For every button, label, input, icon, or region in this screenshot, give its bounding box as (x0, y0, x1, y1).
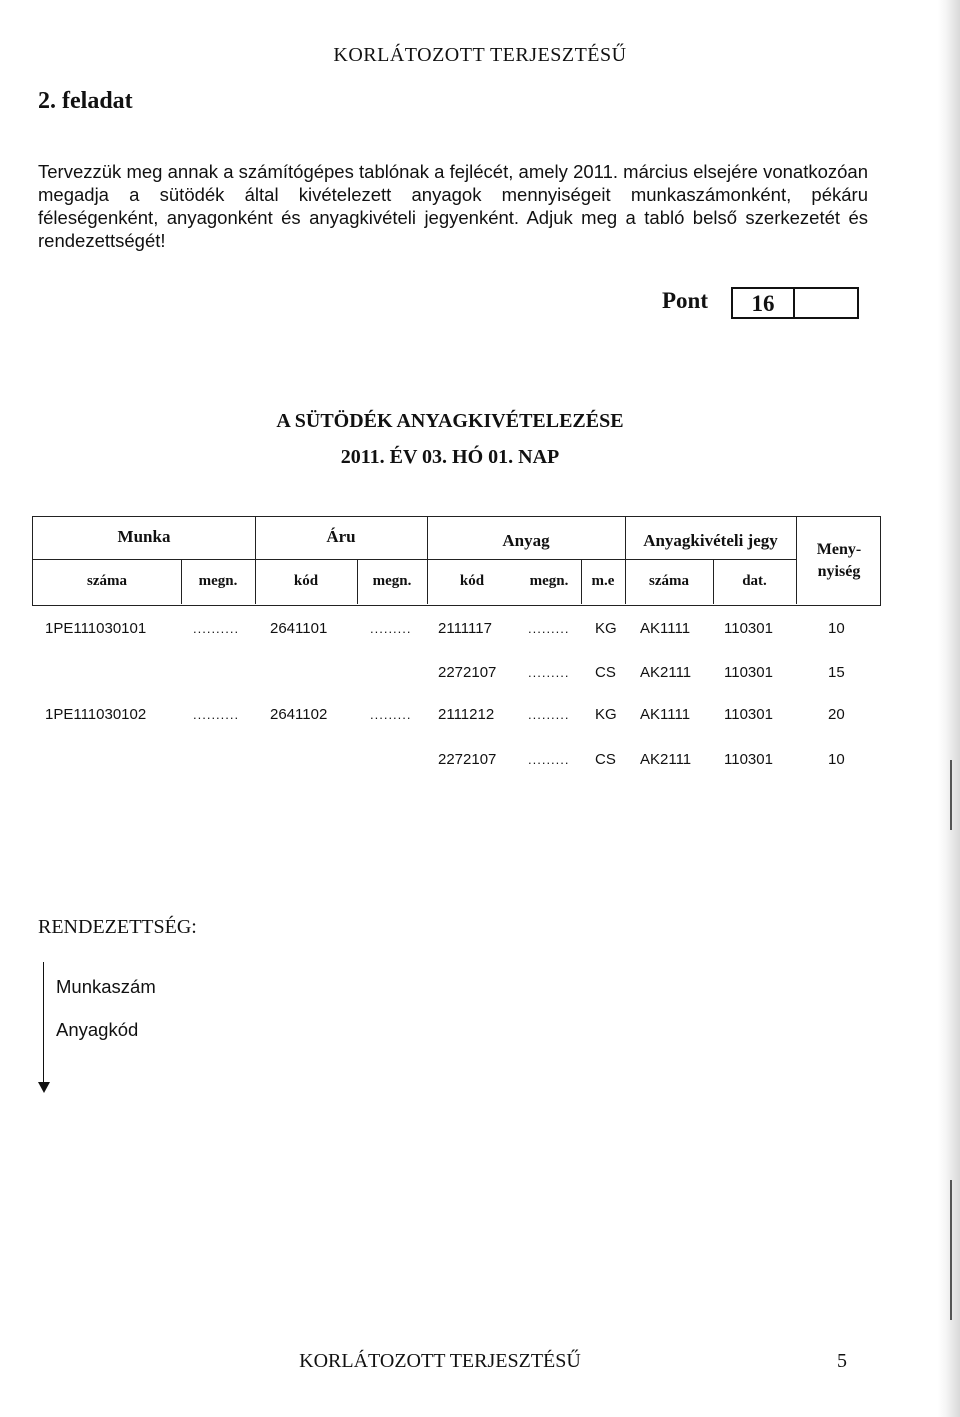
col-jegy-dat: dat. (742, 573, 767, 589)
anyag-kod-cell: 2111117 (438, 620, 492, 637)
col-anyag-megn: megn. (529, 573, 569, 589)
col-anyag-me: m.e (591, 573, 615, 589)
scan-mark (950, 1180, 952, 1320)
col-aru-megn: megn. (372, 573, 412, 589)
anyag-kod-cell: 2272107 (438, 664, 497, 681)
task-intro: Tervezzük meg annak a számítógépes tablónak a fejlécét, amely 2011. március elsejére vonatkozóan megadja a sütödék által kivételezett anyagok mennyiségeit munkaszámonként, pékáru féleségenként, anyagonként és anyagkivételi jegyenként. Adjuk meg a tabló belső szerkezetét és rendezettségét! (38, 161, 868, 251)
points-label: Pont (662, 288, 708, 313)
col-group-munka: Munka (117, 527, 171, 546)
dots-cell: .......... (193, 621, 240, 636)
me-cell: KG (595, 620, 617, 637)
jegy-dat-cell: 110301 (724, 706, 773, 723)
mennyiseg-cell: 15 (828, 664, 845, 681)
arrow-down-icon (38, 1082, 50, 1093)
me-cell: CS (595, 664, 616, 681)
scan-edge (938, 0, 960, 1417)
ordering-item-anyagkod: Anyagkód (56, 1019, 139, 1040)
ordering-title: RENDEZETTSÉG: (38, 916, 197, 938)
jegy-dat-cell: 110301 (724, 620, 773, 637)
col-group-anyag: Anyag (502, 531, 550, 550)
col-menny-line2: nyiség (817, 563, 861, 580)
jegy-dat-cell: 110301 (724, 751, 773, 768)
scan-mark (950, 760, 952, 830)
restricted-footer: KORLÁTOZOTT TERJESZTÉSŰ (299, 1350, 581, 1372)
sheet-date: 2011. ÉV 03. HÓ 01. NAP (340, 446, 560, 468)
col-aru-kod: kód (293, 573, 319, 589)
col-munka-megn: megn. (198, 573, 238, 589)
dots-cell: ......... (370, 621, 412, 636)
dots-cell: .......... (193, 707, 240, 722)
restricted-header: KORLÁTOZOTT TERJESZTÉSŰ (333, 44, 627, 66)
col-menny-line1: Meny- (816, 541, 862, 558)
col-group-jegy: Anyagkivételi jegy (643, 531, 778, 550)
sheet-title: A SÜTÖDÉK ANYAGKIVÉTELEZÉSE (276, 410, 624, 432)
col-group-aru: Áru (326, 527, 356, 546)
table-divider (33, 559, 796, 560)
jegy-dat-cell: 110301 (724, 664, 773, 681)
jegy-szama-cell: AK1111 (640, 620, 691, 637)
anyag-kod-cell: 2272107 (438, 751, 497, 768)
anyag-kod-cell: 2111212 (438, 706, 495, 723)
mennyiseg-cell: 10 (828, 751, 845, 768)
mennyiseg-cell: 10 (828, 620, 845, 637)
me-cell: CS (595, 751, 616, 768)
table-divider (796, 517, 797, 604)
ordering-arrow-line (43, 962, 44, 1084)
points-value: 16 (733, 289, 795, 317)
me-cell: KG (595, 706, 617, 723)
dots-cell: ......... (528, 665, 570, 680)
col-anyag-kod: kód (459, 573, 485, 589)
dots-cell: ......... (370, 707, 412, 722)
task-label: 2. feladat (38, 88, 133, 114)
munka-szama-cell: 1PE111030102 (45, 706, 147, 723)
dots-cell: ......... (528, 752, 570, 767)
aru-kod-cell: 2641101 (270, 620, 328, 637)
dots-cell: ......... (528, 707, 570, 722)
ordering-item-munkaszam: Munkaszám (56, 976, 156, 997)
header-table (32, 516, 881, 606)
page-number: 5 (837, 1350, 847, 1372)
col-jegy-szama: száma (649, 573, 689, 589)
jegy-szama-cell: AK1111 (640, 706, 691, 723)
dots-cell: ......... (528, 621, 570, 636)
points-box (731, 287, 859, 319)
munka-szama-cell: 1PE111030101 (45, 620, 147, 637)
col-munka-szama: száma (87, 573, 127, 589)
aru-kod-cell: 2641102 (270, 706, 328, 723)
mennyiseg-cell: 20 (828, 706, 845, 723)
jegy-szama-cell: AK2111 (640, 751, 692, 768)
jegy-szama-cell: AK2111 (640, 664, 692, 681)
